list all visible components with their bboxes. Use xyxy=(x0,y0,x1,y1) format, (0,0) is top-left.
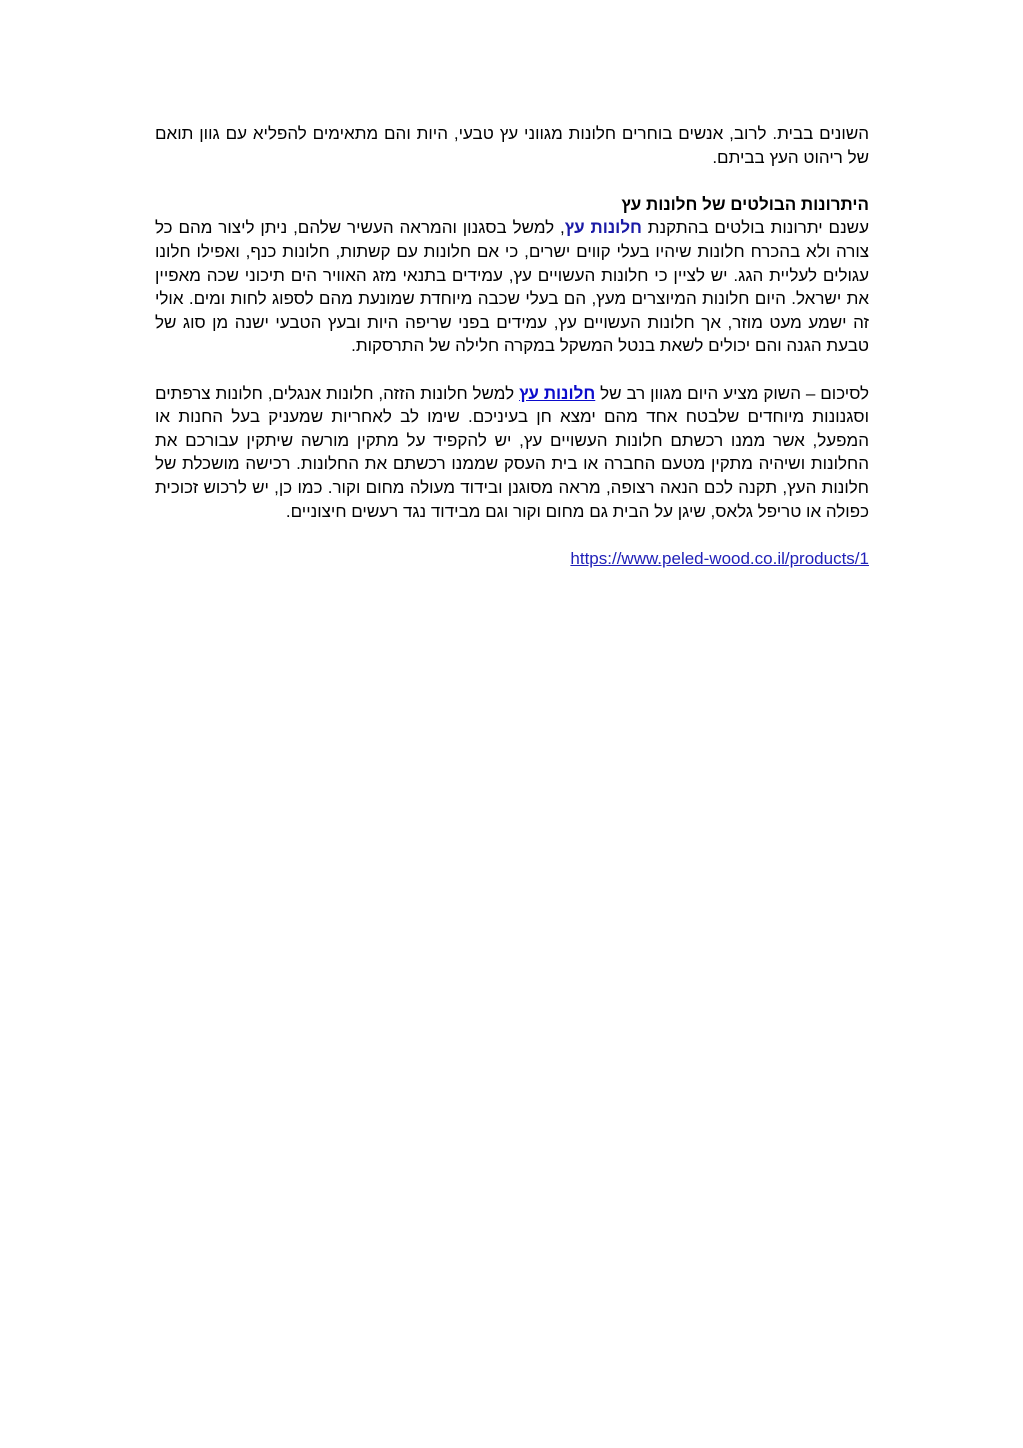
source-url-link[interactable]: https://www.peled-wood.co.il/products/1 xyxy=(570,548,869,568)
intro-paragraph xyxy=(155,122,869,169)
source-url-line xyxy=(155,547,869,571)
document-body xyxy=(155,122,869,570)
keyword-wood-windows: חלונות עץ xyxy=(564,218,642,238)
summary-text-rest: למשל חלונות הזזה, חלונות אנגלים, חלונות צרפתים וסגנונות מיוחדים שלבטח אחד מהם ימצא חן בעיניכם. שימו לב לאחריות שמעניק בעל החנות או המפעל, אשר ממנו רכשתם חלונות העשויים עץ, יש להקפיד על מתקין מורשה שיתקין עבורכם את החלונות ושיהיה מתקין מטעם החברה או בית העסק שממנו רכשתם את החלונות. רכישה מושכלת של חלונות העץ, תקנה לכם הנאה רצופה, מראה מסוגנן ובידוד מעולה מחום וקור. כמו כן, יש לרכוש זכוכית כפולה או טריפל גלאס, שיגן על הבית גם מחום וקור וגם מבידוד נגד רעשים חיצוניים. xyxy=(155,383,869,521)
summary-paragraph xyxy=(155,382,869,524)
advantages-text-rest: , למשל בסגנון והמראה העשיר שלהם, ניתן ליצור מהם כל צורה ולא בהכרח חלונות שיהיו בעלי קווים ישרים, כי אם חלונות עם קשתות, חלונות כנף, ואפילו חלונו עגולים לעליית הגג. יש לציין כי חלונות העשויים עץ, עמידים בתנאי מזג האוויר הים תיכוני שכה מאפיין את ישראל. היום חלונות המיוצרים מעץ, הם בעלי שכבה מיוחדת שמונעת מהם לספוג לחות ומים. אולי זה ישמע מעט מוזר, אך חלונות העשויים עץ, עמידים בפני שריפה היות ובעץ הטבעי ישנה מן סוג של טבעת הגנה והם יכולים לשאת בנטל המשקל במקרה חלילה של התרסקות. xyxy=(155,218,869,356)
advantages-paragraph xyxy=(155,216,869,358)
advantages-text-start: עשנם יתרונות בולטים בהתקנת xyxy=(641,218,869,238)
wood-windows-link[interactable]: חלונות עץ xyxy=(519,383,596,403)
section-heading: היתרונות הבולטים של חלונות עץ xyxy=(621,194,869,214)
summary-text-start: לסיכום – השוק מציע היום מגוון רב של xyxy=(595,383,870,403)
intro-text: השונים בבית. לרוב, אנשים בוחרים חלונות מגווני עץ טבעי, היות והם מתאימים להפליא עם גוון תואם של ריהוט העץ בביתם. xyxy=(155,124,869,167)
